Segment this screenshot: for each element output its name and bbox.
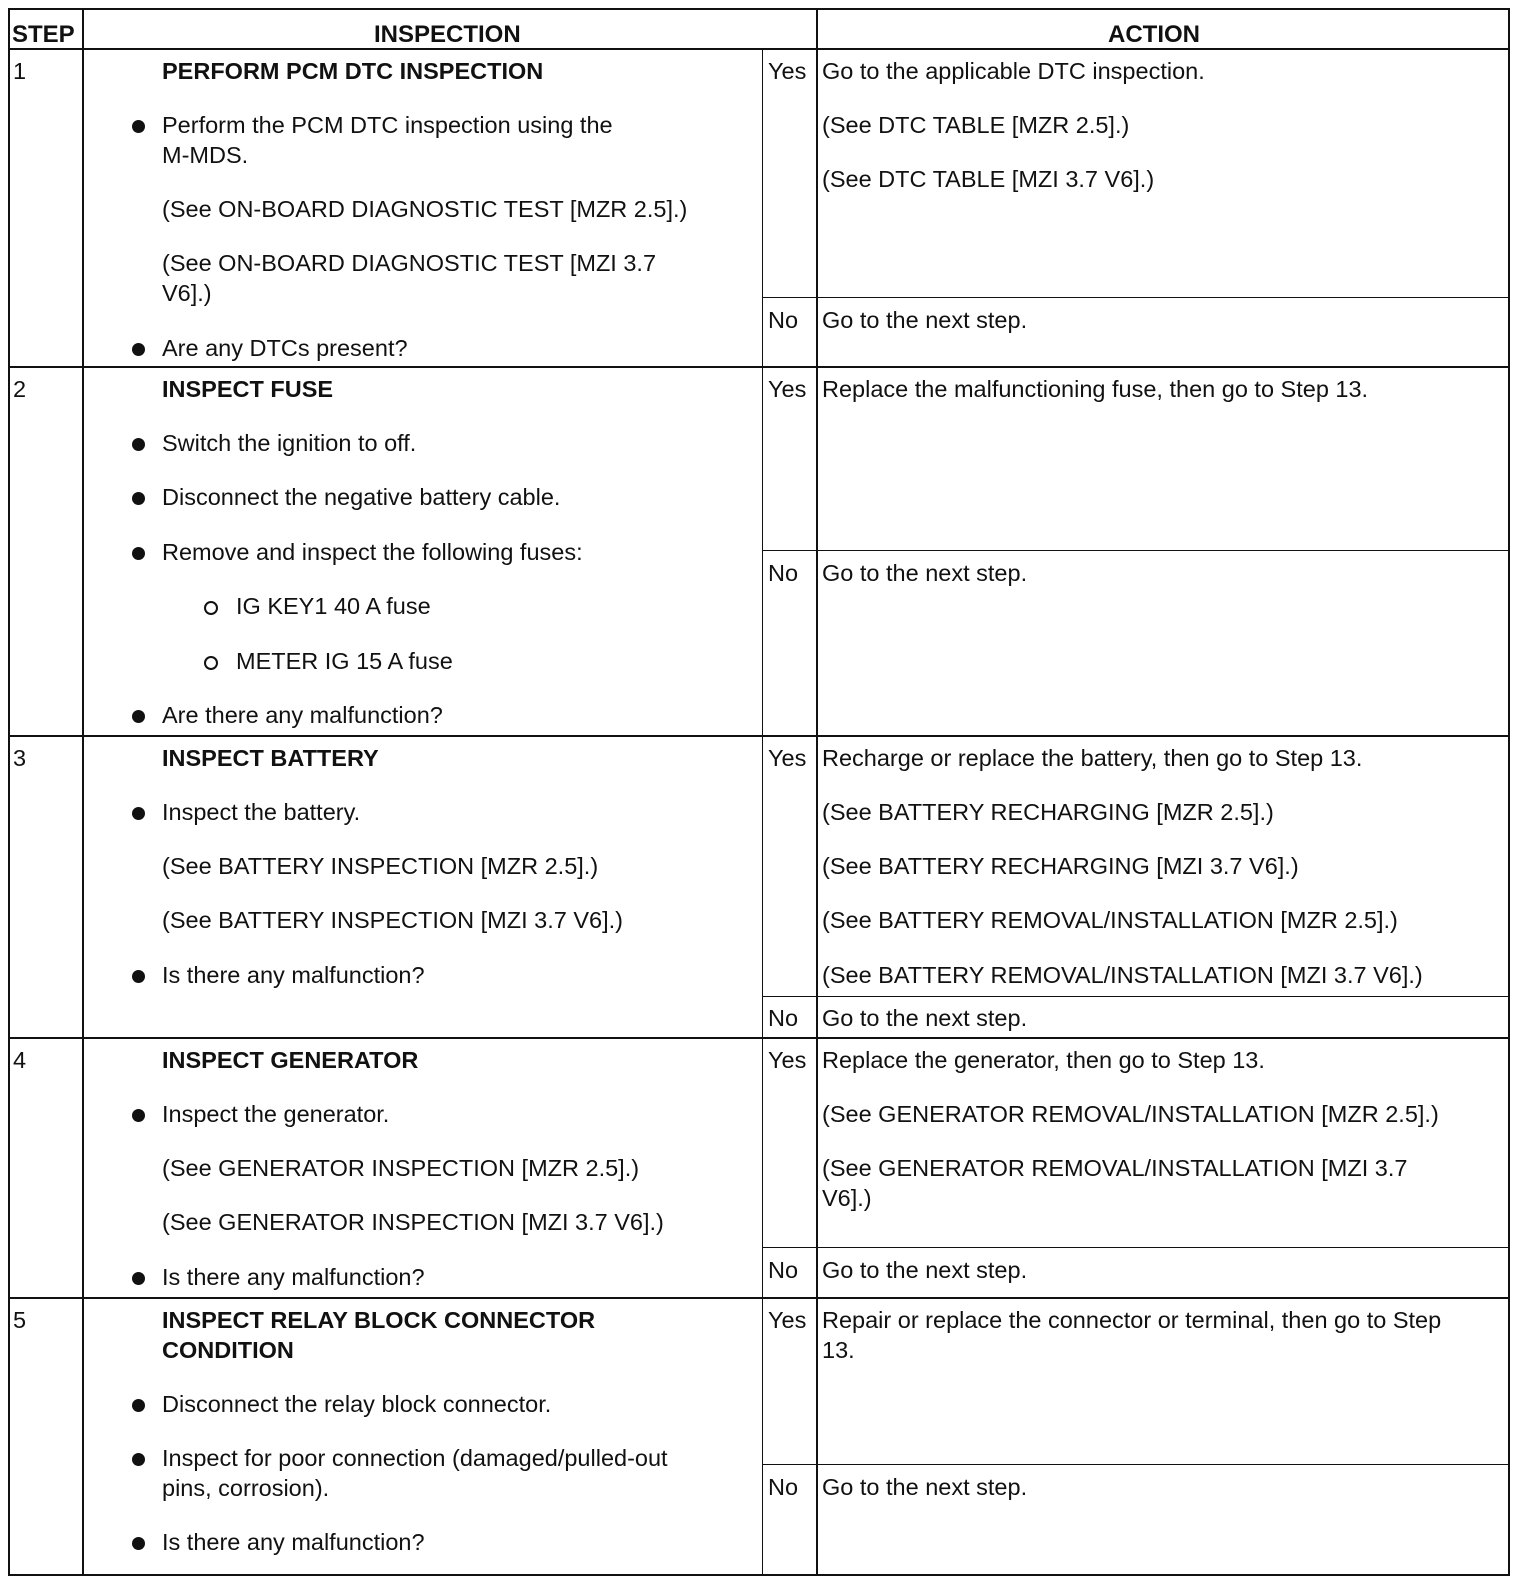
header-inspection: INSPECTION [374,21,521,48]
col-divider-yesno [762,48,763,1576]
inspection-text: Switch the ignition to off. [162,430,417,456]
action-reference: (See DTC TABLE [MZR 2.5].) [822,112,1130,138]
row-divider-4 [8,1297,1510,1299]
inspection-text: Disconnect the negative battery cable. [162,484,561,510]
action-reference: (See BATTERY REMOVAL/INSTALLATION [MZR 2.5].) [822,907,1398,933]
sub-bullet-icon [204,656,218,670]
inspection-text: Inspect the battery. [162,799,361,825]
inspection-text: Remove and inspect the following fuses: [162,539,583,565]
bullet-icon [132,343,145,356]
action-text: 13. [822,1337,855,1363]
yes-label: Yes [768,376,807,402]
bullet-icon [132,547,145,560]
inspection-question: Are there any malfunction? [162,702,443,728]
inspection-reference: (See ON-BOARD DIAGNOSTIC TEST [MZR 2.5].) [162,196,688,222]
no-label: No [768,1005,799,1031]
inspection-text: Inspect for poor connection (damaged/pulled-out [162,1445,668,1471]
header-divider [8,48,1510,50]
diagnostic-table [8,8,1510,1576]
step-title: PERFORM PCM DTC INSPECTION [162,58,544,84]
action-text: Go to the next step. [822,1005,1028,1031]
yes-label: Yes [768,58,807,84]
inspection-question: Are any DTCs present? [162,335,408,361]
action-reference: (See BATTERY RECHARGING [MZI 3.7 V6].) [822,853,1299,879]
action-reference: V6].) [822,1185,872,1211]
yes-label: Yes [768,745,807,771]
bullet-icon [132,970,145,983]
bullet-icon [132,1537,145,1550]
yesno-divider-2 [762,550,1510,551]
action-reference: (See BATTERY RECHARGING [MZR 2.5].) [822,799,1274,825]
inspection-text: Inspect the generator. [162,1101,390,1127]
action-text: Go to the next step. [822,1257,1028,1283]
yesno-divider-4 [762,1247,1510,1248]
inspection-reference: (See ON-BOARD DIAGNOSTIC TEST [MZI 3.7 [162,250,657,276]
inspection-reference: (See BATTERY INSPECTION [MZI 3.7 V6].) [162,907,623,933]
step-number: 4 [13,1047,27,1073]
sub-bullet-icon [204,601,218,615]
col-divider-step [82,8,84,1576]
row-divider-1 [8,366,1510,368]
action-text: Replace the malfunctioning fuse, then go to Step 13. [822,376,1369,402]
no-label: No [768,307,799,333]
inspection-text: Perform the PCM DTC inspection using the [162,112,613,138]
step-number: 3 [13,745,27,771]
inspection-reference: (See GENERATOR INSPECTION [MZR 2.5].) [162,1155,640,1181]
header-action: ACTION [1108,21,1200,48]
inspection-reference: (See BATTERY INSPECTION [MZR 2.5].) [162,853,599,879]
action-text: Go to the next step. [822,1474,1028,1500]
action-text: Go to the next step. [822,307,1028,333]
inspection-question: Is there any malfunction? [162,1264,425,1290]
step-number: 1 [13,58,27,84]
yesno-divider-3 [762,996,1510,997]
action-reference: (See GENERATOR REMOVAL/INSTALLATION [MZI 3.7 [822,1155,1408,1181]
action-text: Go to the applicable DTC inspection. [822,58,1205,84]
action-text: Replace the generator, then go to Step 13. [822,1047,1265,1073]
action-text: Go to the next step. [822,560,1028,586]
yes-label: Yes [768,1047,807,1073]
inspection-text: Disconnect the relay block connector. [162,1391,552,1417]
no-label: No [768,1257,799,1283]
inspection-question: Is there any malfunction? [162,962,425,988]
bullet-icon [132,710,145,723]
bullet-icon [132,1453,145,1466]
action-text: Repair or replace the connector or terminal, then go to Step [822,1307,1442,1333]
inspection-subitem: IG KEY1 40 A fuse [236,593,431,619]
action-reference: (See GENERATOR REMOVAL/INSTALLATION [MZR 2.5].) [822,1101,1439,1127]
inspection-reference: V6].) [162,280,212,306]
inspection-subitem: METER IG 15 A fuse [236,648,453,674]
yesno-divider-1 [762,297,1510,298]
bullet-icon [132,1109,145,1122]
inspection-text: pins, corrosion). [162,1475,330,1501]
no-label: No [768,560,799,586]
action-text: Recharge or replace the battery, then go to Step 13. [822,745,1363,771]
bullet-icon [132,438,145,451]
step-title: CONDITION [162,1337,294,1363]
step-number: 5 [13,1307,27,1333]
row-divider-3 [8,1037,1510,1039]
inspection-question: Is there any malfunction? [162,1529,425,1555]
col-divider-action [816,8,818,1576]
header-step: STEP [12,21,75,48]
bullet-icon [132,1272,145,1285]
step-title: INSPECT RELAY BLOCK CONNECTOR [162,1307,596,1333]
bullet-icon [132,492,145,505]
step-number: 2 [13,376,27,402]
action-reference: (See DTC TABLE [MZI 3.7 V6].) [822,166,1155,192]
bullet-icon [132,120,145,133]
action-reference: (See BATTERY REMOVAL/INSTALLATION [MZI 3.7 V6].) [822,962,1423,988]
bullet-icon [132,1399,145,1412]
step-title: INSPECT GENERATOR [162,1047,419,1073]
step-title: INSPECT BATTERY [162,745,379,771]
yes-label: Yes [768,1307,807,1333]
yesno-divider-5 [762,1464,1510,1465]
inspection-reference: (See GENERATOR INSPECTION [MZI 3.7 V6].) [162,1209,664,1235]
step-title: INSPECT FUSE [162,376,334,402]
row-divider-2 [8,735,1510,737]
inspection-text: M-MDS. [162,142,249,168]
bullet-icon [132,807,145,820]
no-label: No [768,1474,799,1500]
